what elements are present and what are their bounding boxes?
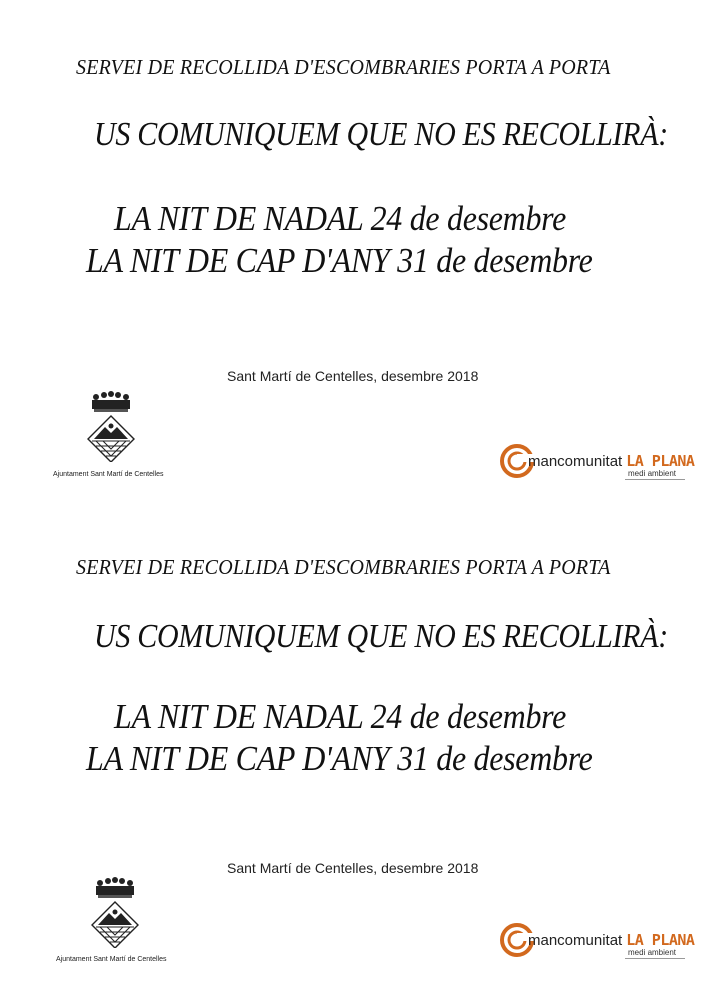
service-header: SERVEI DE RECOLLIDA D'ESCOMBRARIES PORTA A PORTA bbox=[76, 556, 611, 580]
date-line-newyear: LA NIT DE CAP D'ANY 31 de desembre bbox=[86, 240, 593, 280]
mancomunitat-sub: medi ambient bbox=[628, 469, 677, 478]
notice-bottom bbox=[0, 500, 720, 1000]
mancomunitat-word: mancomunitat bbox=[528, 931, 623, 949]
notice-title: US COMUNIQUEM QUE NO ES RECOLLIRÀ: bbox=[94, 618, 668, 655]
la-plana-name: LA PLANA bbox=[626, 452, 695, 470]
mancomunitat-rule bbox=[625, 958, 685, 959]
place-date: Sant Martí de Centelles, desembre 2018 bbox=[227, 860, 479, 876]
date-line-christmas: LA NIT DE NADAL 24 de desembre bbox=[114, 198, 567, 238]
notice-title: US COMUNIQUEM QUE NO ES RECOLLIRÀ: bbox=[94, 116, 668, 153]
date-line-newyear: LA NIT DE CAP D'ANY 31 de desembre bbox=[86, 738, 593, 778]
mancomunitat-rule bbox=[625, 479, 685, 480]
municipal-crest-icon bbox=[76, 390, 146, 462]
place-date: Sant Martí de Centelles, desembre 2018 bbox=[227, 368, 479, 384]
mancomunitat-word: mancomunitat bbox=[528, 452, 623, 470]
notice-top bbox=[0, 0, 720, 500]
date-line-christmas: LA NIT DE NADAL 24 de desembre bbox=[114, 696, 567, 736]
service-header: SERVEI DE RECOLLIDA D'ESCOMBRARIES PORTA A PORTA bbox=[76, 56, 611, 80]
ajuntament-label: Ajuntament Sant Martí de Centelles bbox=[53, 471, 164, 478]
mancomunitat-sub: medi ambient bbox=[628, 948, 677, 957]
municipal-crest-icon bbox=[80, 876, 150, 948]
ajuntament-label: Ajuntament Sant Martí de Centelles bbox=[56, 956, 167, 963]
la-plana-name: LA PLANA bbox=[626, 931, 695, 949]
